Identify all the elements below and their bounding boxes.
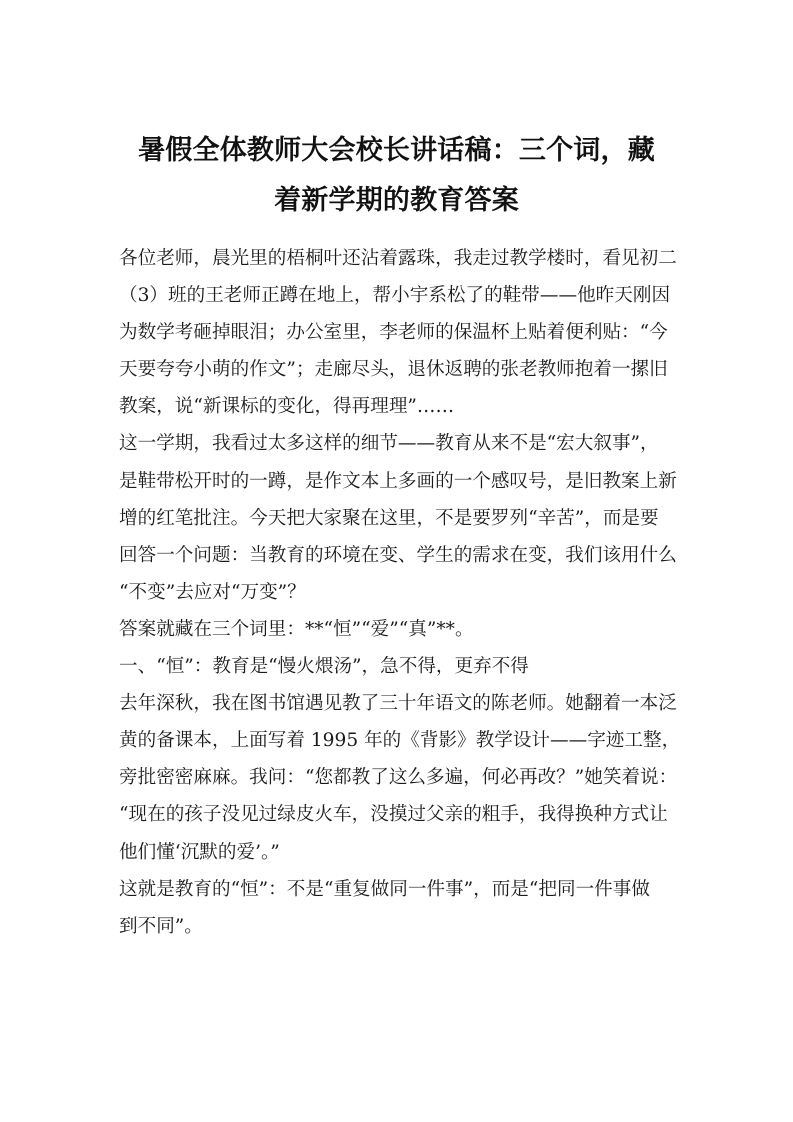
- body-line: 天要夸夸小萌的作文”；走廊尽头，退休返聘的张老教师抱着一摞旧: [119, 359, 668, 381]
- body-line: 去年深秋，我在图书馆遇见教了三十年语文的陈老师。她翻着一本泛: [119, 693, 677, 715]
- body-line: 他们懂‘沉默的爱’。”: [119, 841, 280, 863]
- body-line: 增的红笔批注。今天把大家聚在这里，不是要罗列“辛苦”，而是要: [119, 507, 659, 529]
- body-line: 为数学考砸掉眼泪；办公室里，李老师的保温杯上贴着便利贴：“今: [119, 322, 668, 344]
- title-line-2: 着新学期的教育答案: [274, 185, 519, 216]
- body-line: 到不同”。: [119, 915, 203, 937]
- body-line: 是鞋带松开时的一蹲，是作文本上多画的一个感叹号，是旧教案上新: [119, 470, 677, 492]
- body-line: 各位老师，晨光里的梧桐叶还沾着露珠，我走过教学楼时，看见初二: [119, 248, 677, 269]
- body-line: “现在的孩子没见过绿皮火车，没摸过父亲的粗手，我得换种方式让: [119, 804, 668, 826]
- body-line: 教案，说“新课标的变化，得再理理”……: [119, 396, 455, 418]
- document-title: [110, 126, 683, 226]
- body-line: “不变”去应对“万变”？: [119, 581, 306, 603]
- body-line: 这一学期，我看过太多这样的细节——教育从来不是“宏大叙事”，: [119, 433, 659, 455]
- summary-line: 答案就藏在三个词里：**“恒”“爱”“真”**。: [119, 618, 474, 640]
- body-line: （3）班的王老师正蹲在地上，帮小宇系松了的鞋带——他昨天刚因: [119, 285, 671, 307]
- body-line: 旁批密密麻麻。我问：“您都教了这么多遍，何必再改？”她笑着说：: [119, 767, 678, 789]
- document-body: [119, 240, 679, 945]
- section-heading: 一、“恒”：教育是“慢火煨汤”，急不得，更弃不得: [119, 656, 529, 678]
- body-line: 黄的备课本，上面写着 1995 年的《背影》教学设计——字迹工整，: [119, 730, 681, 752]
- body-line: 回答一个问题：当教育的环境在变、学生的需求在变，我们该用什么: [119, 544, 677, 566]
- title-line-1: 暑假全体教师大会校长讲话稿：三个词，藏: [138, 135, 655, 166]
- body-line: 这就是教育的“恒”：不是“重复做同一件事”，而是“把同一件事做: [119, 878, 650, 900]
